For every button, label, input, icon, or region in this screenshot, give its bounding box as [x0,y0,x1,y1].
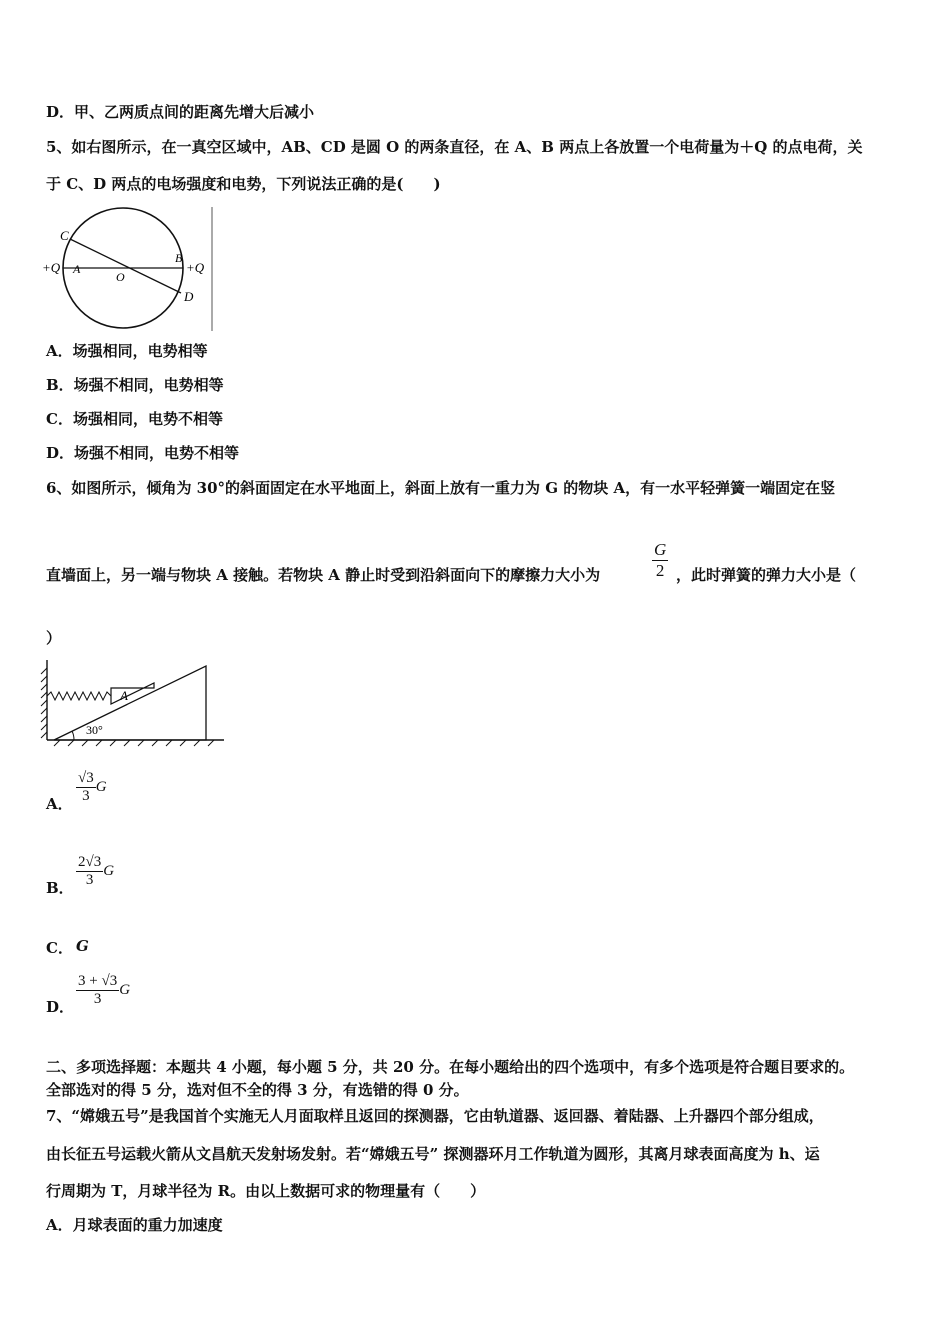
expr-denominator: 3 [85,872,94,888]
q5-stem-line2: 于 C、D 两点的电场强度和电势，下列说法正确的是( ) [46,175,441,193]
q4-option-d: D．甲、乙两质点间的距离先增大后减小 [46,103,315,121]
expr-g: G [103,863,115,879]
expr-numerator: 2√3 [78,854,102,870]
q6-incline-figure [40,658,230,748]
q5-stem-line1: 5、如右图所示，在一真空区域中，AB、CD 是圆 O 的两条直径，在 A、B 两点上各放置一个电荷量为＋Q 的点电荷，关 [46,138,863,156]
q6-option-c-expr: G [76,937,89,955]
q6-stem-line2-after: ，此时弹簧的弹力大小是（ [676,566,857,584]
label-angle: 30° [86,723,103,737]
q7-stem-line1: 7、“嫦娥五号”是我国首个实施无人月面取样且返回的探测器，它由轨道器、返回器、着陆器、上升器四个部分组成， [46,1107,824,1125]
section2-line2: 全部选对的得 5 分，选对但不全的得 3 分，有选错的得 0 分。 [46,1081,469,1099]
q6-inline-fraction [652,540,668,581]
q7-option-a: A．月球表面的重力加速度 [46,1216,223,1234]
q6-option-a-expr [76,770,107,805]
q6-option-a-letter: A． [46,795,73,813]
label-o: O [116,270,125,284]
label-c: C [60,228,69,243]
expr-denominator: 3 [82,788,90,804]
q6-option-b-expr [76,854,114,889]
expr-denominator: 3 [93,991,102,1007]
q5-option-b: B．场强不相同，电势相等 [46,376,224,394]
q6-option-c-letter: C． [46,939,73,957]
q6-stem-line2-before: 直墙面上，另一端与物块 A 接触。若物块 A 静止时受到沿斜面向下的摩擦力大小为 [46,566,601,584]
q7-stem-line3: 行周期为 T，月球半径为 R。由以上数据可求的物理量有（ ） [46,1182,486,1200]
label-left-charge: +Q [42,260,61,275]
q6-option-b-letter: B． [46,879,74,897]
fraction-denominator: 2 [655,561,665,580]
angle-arc [72,731,74,740]
expr-g: G [119,982,131,998]
expr-g: G [95,779,107,795]
label-d: D [184,289,194,304]
q5-circle-figure [40,205,220,335]
label-b: B [175,251,183,265]
spring [47,692,111,700]
q6-option-d-expr [76,973,130,1008]
q6-option-d-letter: D． [46,998,75,1016]
q5-option-d: D．场强不相同，电势不相等 [46,444,240,462]
q7-stem-line2: 由长征五号运载火箭从文昌航天发射场发射。若“嫦娥五号” 探测器环月工作轨道为圆形，其离月球表面高度为 h、运 [46,1145,820,1163]
incline [54,666,206,740]
q5-option-a: A．场强相同，电势相等 [46,342,208,360]
fraction-numerator: G [654,540,667,559]
expr-numerator: √3 [78,770,94,786]
expr-numerator: 3 + √3 [78,973,118,989]
block-a [111,683,154,704]
q5-option-c: C．场强相同，电势不相等 [46,410,223,428]
section2-line1: 二、多项选择题：本题共 4 小题，每小题 5 分，共 20 分。在每小题给出的四个选项中，有多个选项是符合题目要求的。 [46,1058,855,1076]
diameter-cd [70,239,181,293]
q6-stem-line1: 6、如图所示，倾角为 30°的斜面固定在水平地面上，斜面上放有一重力为 G 的物块 A，有一水平轻弹簧一端固定在竖 [46,479,836,497]
label-a: A [73,262,81,276]
label-block-a: A [120,688,128,703]
label-right-charge: +Q [186,260,205,275]
q6-stem-line3: ） [46,629,62,647]
